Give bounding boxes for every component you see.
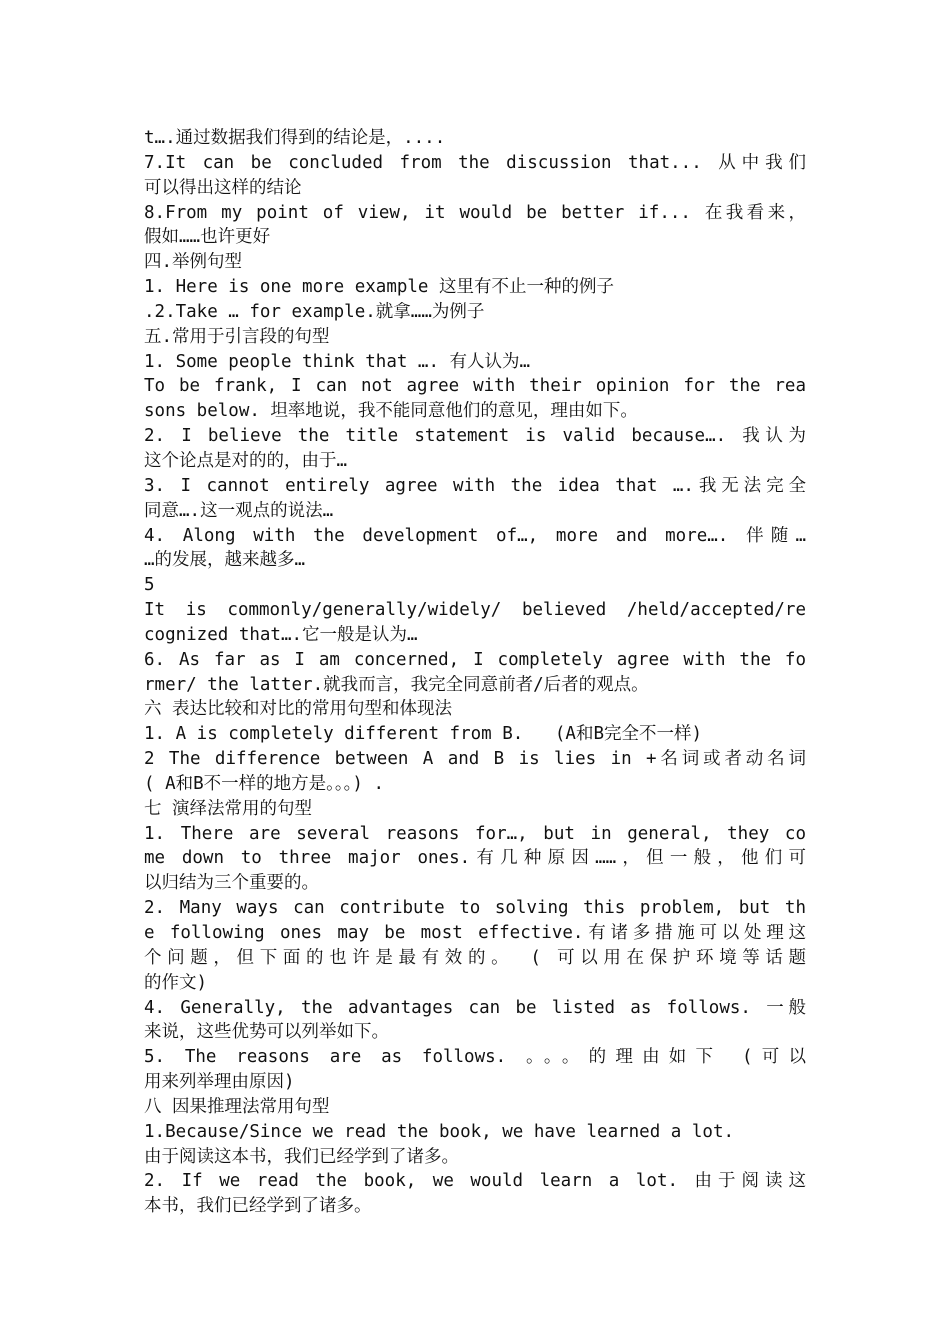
text-line: 4. Generally, the advantages can be listed as follows. 一般 — [144, 997, 806, 1018]
text-line: e following ones may be most effective.有诸多措施可以处理这 — [144, 923, 806, 943]
text-line: 这个论点是对的的，由于… — [144, 450, 348, 471]
text-line: 1.Because/Since we read the book, we have learned a lot. — [144, 1121, 735, 1142]
text-line: 来说，这些优势可以列举如下。 — [144, 1022, 389, 1043]
text-line: 2. If we read the book, we would learn a lot. 由于阅读这 — [144, 1171, 806, 1192]
text-line: 1. Some people think that …. 有人认为… — [144, 351, 531, 372]
text-line: sons below. 坦率地说，我不能同意他们的意见，理由如下。 — [144, 401, 638, 422]
text-line: cognized that….它一般是认为… — [144, 624, 418, 645]
text-line: 7.It can be concluded from the discussion that... 从中我们 — [144, 152, 806, 173]
text-line: .2.Take … for example.就拿……为例子 — [144, 301, 485, 322]
text-line: ( A和B不一样的地方是。。。) . — [144, 773, 385, 794]
text-line: 2. Many ways can contribute to solving this problem, but th — [144, 898, 806, 919]
text-line: 2. I believe the title statement is valid because…. 我认为 — [144, 426, 806, 447]
text-line: 六 表达比较和对比的常用句型和体现法 — [144, 699, 453, 720]
text-line: t….通过数据我们得到的结论是，.... — [144, 128, 446, 148]
text-line: 1. There are several reasons for…, but in general, they co — [144, 823, 806, 844]
text-line: 可以得出这样的结论 — [144, 177, 302, 198]
text-line: 8.From my point of view, it would be better if... 在我看来， — [144, 202, 806, 223]
text-line: rmer/ the latter.就我而言，我完全同意前者/后者的观点。 — [144, 674, 649, 695]
text-line: 的作文) — [144, 972, 208, 993]
text-line: 七 演绎法常用的句型 — [144, 798, 313, 819]
text-line: 个问题，但下面的也许是最有效的。 ( 可以用在保护环境等话题 — [144, 947, 806, 968]
text-line: 以归结为三个重要的。 — [144, 873, 319, 894]
text-line: 假如……也许更好 — [144, 227, 271, 248]
text-line: 用来列举理由原因) — [144, 1072, 295, 1093]
text-line: 四.举例句型 — [144, 252, 243, 273]
document-page — [144, 126, 806, 1219]
text-line: me down to three major ones.有几种原因……，但一般，他们可 — [144, 848, 806, 869]
text-line: 5 — [144, 575, 155, 596]
text-line: 3. I cannot entirely agree with the idea that ….我无法完全 — [144, 475, 806, 496]
text-line: 6. As far as I am concerned, I completely agree with the fo — [144, 649, 806, 670]
text-line: 1. Here is one more example 这里有不止一种的例子 — [144, 277, 615, 298]
text-line: 本书，我们已经学到了诸多。 — [144, 1196, 372, 1217]
text-line: 八 因果推理法常用句型 — [144, 1096, 330, 1117]
text-line: 同意….这一观点的说法… — [144, 500, 334, 521]
text-line: 4. Along with the development of…, more and more…. 伴随… — [144, 525, 806, 546]
text-line: …的发展，越来越多… — [144, 550, 306, 571]
text-line: 五.常用于引言段的句型 — [144, 326, 330, 347]
text-line: To be frank, I can not agree with their opinion for the rea — [144, 376, 806, 397]
text-line: 5. The reasons are as follows. 。。。的理由如下 (可以 — [144, 1047, 806, 1068]
text-line: 2 The difference between A and B is lies in +名词或者动名词 — [144, 749, 806, 770]
text-line: 1. A is completely different from B. (A和B完全不一样) — [144, 724, 703, 745]
text-line: It is commonly/generally/widely/ believed /held/accepted/re — [144, 600, 806, 621]
text-line: 由于阅读这本书，我们已经学到了诸多。 — [144, 1146, 459, 1167]
